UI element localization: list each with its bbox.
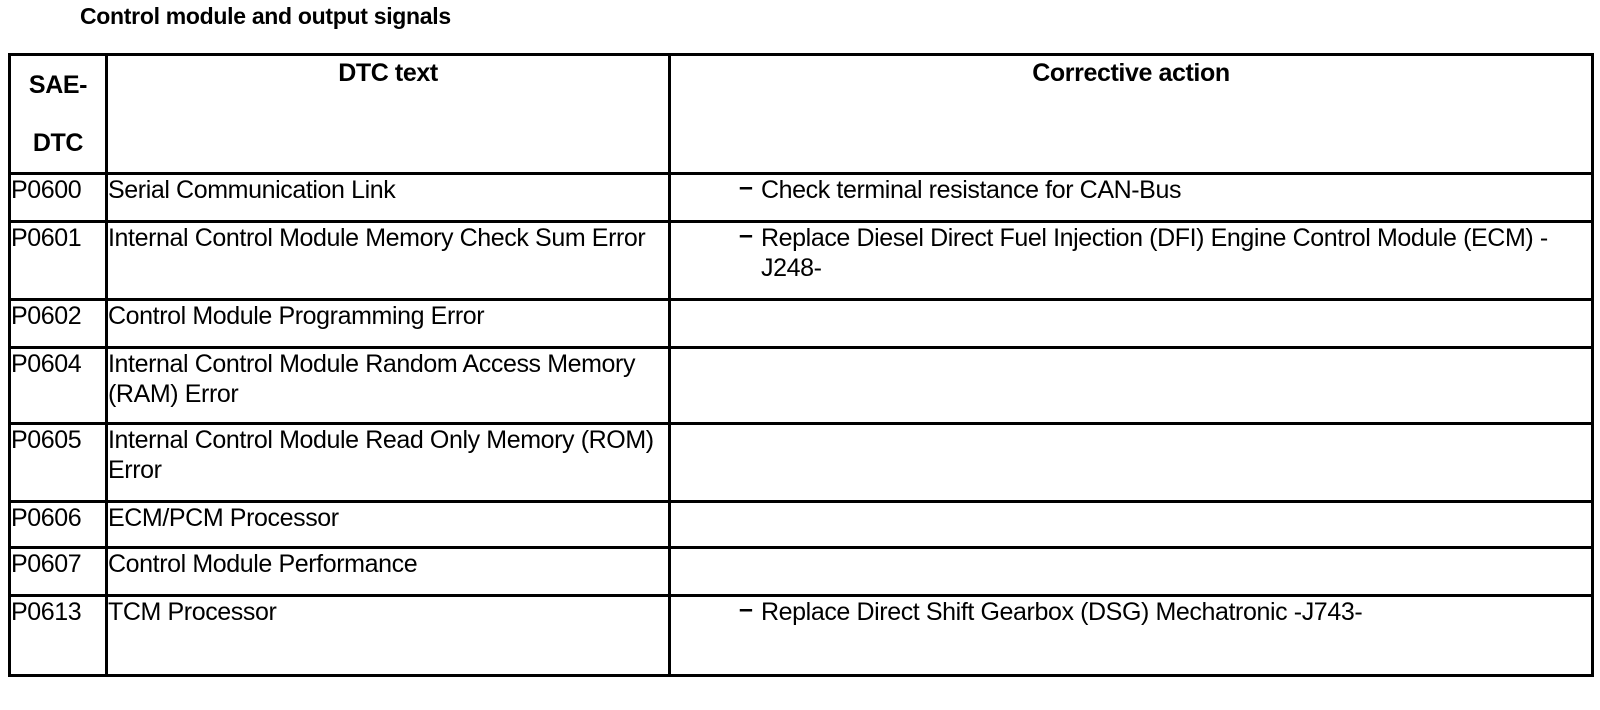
action-text: Replace Direct Shift Gearbox (DSG) Mechatronic -J743- (761, 598, 1363, 626)
action-text: Replace Diesel Direct Fuel Injection (DFI) Engine Control Module (ECM) -J248- (761, 224, 1548, 282)
dtc-code-cell: P0613 (10, 596, 107, 676)
corrective-action-cell (670, 348, 1593, 424)
table-row (10, 596, 1593, 676)
dtc-text-cell: ECM/PCM Processor (107, 502, 670, 548)
dtc-text-cell: Internal Control Module Read Only Memory (ROM) Error (107, 424, 670, 502)
dtc-code-cell: P0600 (10, 174, 107, 222)
dtc-text-cell: TCM Processor (107, 596, 670, 676)
dtc-code-cell: P0604 (10, 348, 107, 424)
dash-bullet-icon: – (739, 595, 753, 623)
header-sae-dtc-line2: DTC (32, 129, 84, 157)
table-row (10, 222, 1593, 300)
corrective-action-cell (670, 222, 1593, 300)
action-item (739, 223, 1591, 283)
dash-bullet-icon: – (739, 221, 753, 249)
table-header-row (10, 55, 1593, 174)
dtc-text-cell: Internal Control Module Memory Check Sum Error (107, 222, 670, 300)
table-row (10, 424, 1593, 502)
dtc-code-cell: P0607 (10, 548, 107, 596)
dtc-text-cell: Control Module Programming Error (107, 300, 670, 348)
section-title: Control module and output signals (80, 3, 451, 29)
header-dtc-text: DTC text (107, 55, 670, 174)
corrective-action-cell (670, 424, 1593, 502)
header-sae-dtc-line1: SAE- (28, 71, 88, 99)
dtc-text-cell: Serial Communication Link (107, 174, 670, 222)
action-item (739, 175, 1591, 205)
corrective-action-cell (670, 548, 1593, 596)
dtc-code-cell: P0605 (10, 424, 107, 502)
header-sae-dtc (10, 55, 107, 174)
action-item (739, 597, 1591, 627)
corrective-action-cell (670, 300, 1593, 348)
dtc-text-cell: Control Module Performance (107, 548, 670, 596)
dtc-code-cell: P0606 (10, 502, 107, 548)
header-corrective-action: Corrective action (670, 55, 1593, 174)
dtc-code-cell: P0602 (10, 300, 107, 348)
table-row (10, 548, 1593, 596)
table-row (10, 300, 1593, 348)
corrective-action-cell (670, 174, 1593, 222)
dtc-code-cell: P0601 (10, 222, 107, 300)
dtc-text-cell: Internal Control Module Random Access Memory (RAM) Error (107, 348, 670, 424)
table-row (10, 502, 1593, 548)
dtc-table (8, 53, 1594, 677)
table-row (10, 174, 1593, 222)
dash-bullet-icon: – (739, 173, 753, 201)
action-text: Check terminal resistance for CAN-Bus (761, 176, 1182, 204)
table-row (10, 348, 1593, 424)
corrective-action-cell (670, 502, 1593, 548)
corrective-action-cell (670, 596, 1593, 676)
